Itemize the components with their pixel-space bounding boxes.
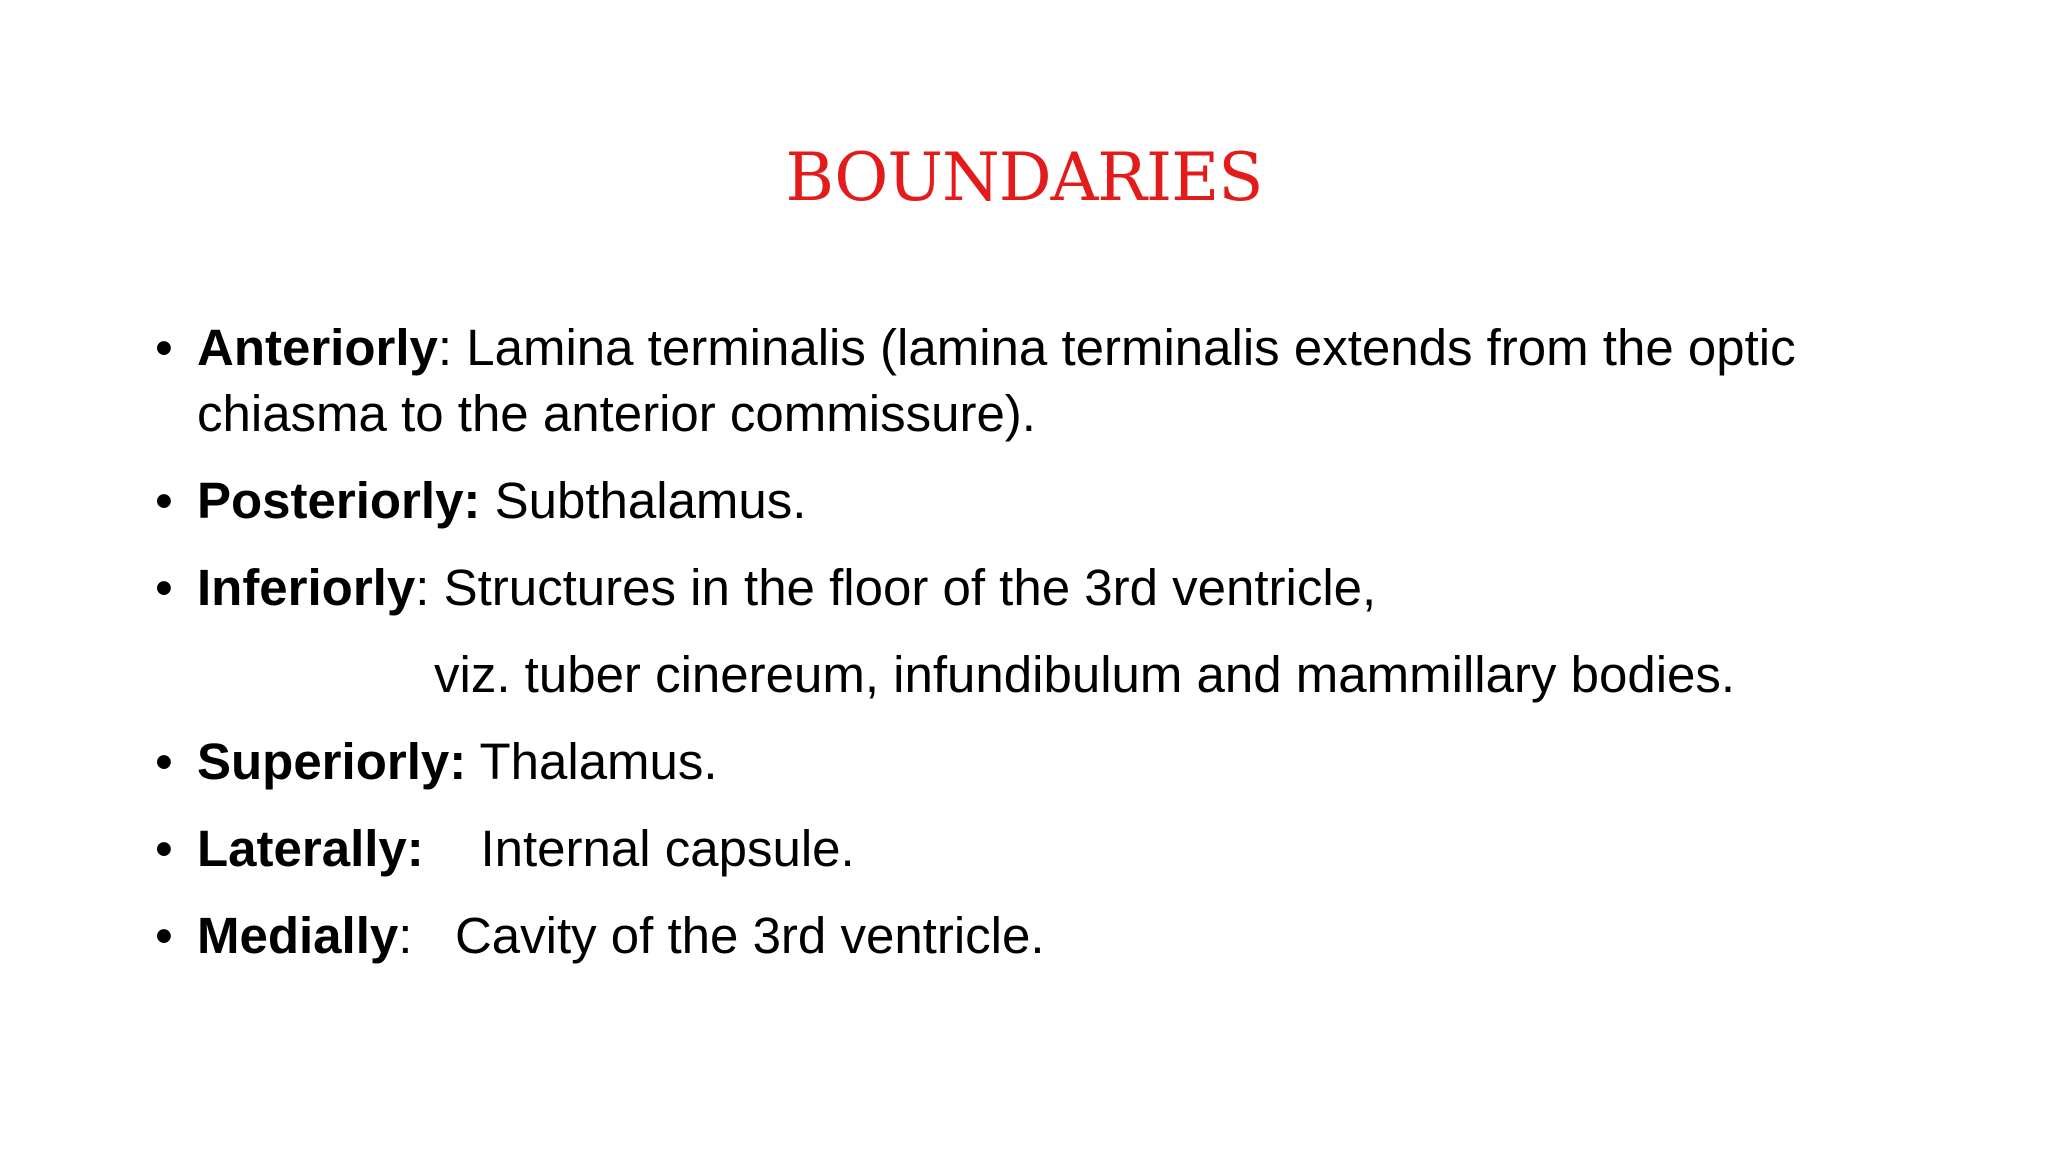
list-item-posteriorly: [155, 468, 1955, 534]
bullet-icon: •: [155, 733, 173, 790]
bullet-icon: •: [155, 820, 173, 877]
bullet-icon: •: [155, 472, 173, 529]
list-item-laterally: [155, 816, 1955, 882]
description-anteriorly: Lamina terminalis (lamina terminalis extends from the optic chiasma to the anterior commissure).: [197, 319, 1796, 442]
term-posteriorly: Posteriorly:: [197, 472, 481, 529]
term-anteriorly: Anteriorly: [197, 319, 438, 376]
bullet-icon: •: [155, 559, 173, 616]
bullet-icon: •: [155, 319, 173, 376]
list-item-superiorly: [155, 729, 1955, 795]
separator: [424, 820, 481, 877]
boundaries-list: [155, 315, 1955, 990]
list-item-anteriorly: [155, 315, 1955, 447]
term-inferiorly: Inferiorly: [197, 559, 416, 616]
description-inferiorly: Structures in the floor of the 3rd ventricle,: [443, 559, 1377, 616]
term-laterally: Laterally:: [197, 820, 424, 877]
list-item-inferiorly: [155, 555, 1955, 708]
description-medially: Cavity of the 3rd ventricle.: [454, 907, 1045, 964]
separator: :: [398, 907, 455, 964]
separator: :: [437, 319, 467, 376]
description-laterally: Internal capsule.: [480, 820, 855, 877]
description-inferiorly-continuation: viz. tuber cinereum, infundibulum and mammillary bodies.: [434, 646, 1736, 703]
term-superiorly: Superiorly:: [197, 733, 467, 790]
list-item-medially: [155, 903, 1955, 969]
separator: :: [415, 559, 444, 616]
slide-title: BOUNDARIES: [785, 139, 1263, 216]
description-posteriorly: Subthalamus.: [494, 472, 807, 529]
bullet-icon: •: [155, 907, 173, 964]
description-superiorly: Thalamus.: [479, 733, 718, 790]
term-medially: Medially: [197, 907, 399, 964]
separator: [466, 733, 479, 790]
separator: [480, 472, 494, 529]
